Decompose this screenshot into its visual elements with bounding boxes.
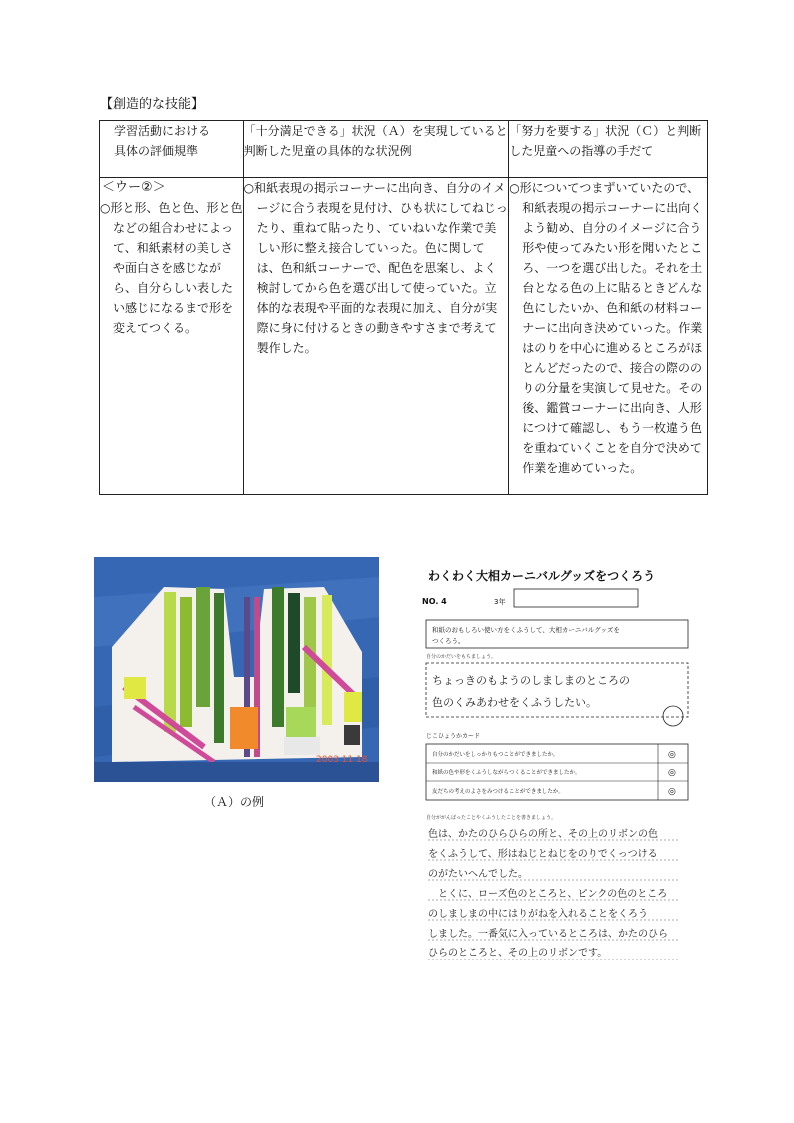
worksheet-grade: 3年 [494, 598, 506, 606]
table-header-row [100, 121, 708, 178]
needs-effort-text: ○形についてつまずいていたので、和紙表現の掲示コーナーに出向くよう勧め、自分のイメージに合う形や使ってみたい形を聞いたところ、一つを選び出した。それを土台となる色の上に貼るときどんな色にしたいか、色和紙の材料コーナーに出向き決めていった。作業はのりを中心に進めるところがほとんどだったので、接合の際ののりの分量を実演して見せた。その後、鑑賞コーナーに出向き、人形につけて確認し、もう一枚違う色を重ねていくことを自分で決めて作業を進めていった。 [509, 181, 703, 475]
cell-satisfactory [243, 178, 509, 495]
self-eval-item: 和紙の色や形をくふうしながらつくることができましたか。 [432, 770, 581, 776]
self-eval-mark: ◎ [668, 750, 676, 760]
cell-criteria [100, 178, 244, 495]
stamp-icon [663, 706, 683, 726]
self-eval-mark: ◎ [668, 768, 676, 778]
reflection-line: ひらのところと、その上のリボンです。 [428, 948, 608, 959]
header-criteria: 学習活動における 具体の評価規準 [100, 121, 244, 178]
reflection-line: のしましまの中にはりがねを入れることをくろう [428, 909, 648, 920]
goal-line-2: つくろう。 [432, 637, 465, 645]
self-eval-item: 友だちの考えのよさをみつけることができましたか。 [432, 789, 564, 795]
header-needs-effort: 「努力を要する」状況（Ｃ）と判断 した児童への指導の手だて [509, 121, 708, 178]
self-eval-mark: ◎ [668, 787, 676, 797]
self-eval-item: 自分のかだいをしっかりもつことができましたか。 [432, 752, 559, 758]
target-handwriting-2: 色のくみあわせをくふうしたい。 [432, 696, 597, 709]
reflection-line: とくに、ローズ色のところと、ピンクの色のところ [438, 889, 668, 900]
name-box [514, 589, 638, 607]
criterion-text: ○形と形、色と色、形と色などの組合わせによって、和紙素材の美しさや面白さを感じながら、自分らしい表したい感じになるまで形を変えてつくる。 [100, 201, 243, 335]
reflection-line: 色は、かたのひらひらの所と、その上のリボンの色 [428, 829, 658, 840]
student-worksheet [418, 560, 694, 960]
worksheet-title: わくわく大相カーニバルグッズをつくろう [428, 569, 656, 583]
evaluation-table [99, 120, 708, 495]
section-heading: 【創造的な技能】 [100, 97, 205, 112]
goal-box [426, 620, 688, 648]
satisfactory-text: ○和紙表現の掲示コーナーに出向き、自分のイメージに合う表現を見付け、ひも状にしてねじったり、重ねて貼ったり、ていねいな作業で美しい形に整え接合していった。色に関しては、色和紙コーナーで、配色を思案し、よく検討してから色を選び出して使っていた。立体的な表現や平面的な表現に加え、自分が実際に身に付けるときの動きやすさまで考えて製作した。 [243, 181, 508, 355]
table-row [100, 178, 708, 495]
cell-needs-effort [509, 178, 708, 495]
photo-caption: （Ａ）の例 [204, 795, 265, 809]
reflection-line: をくふうして、形はねじとねじをのりでくっつける [428, 849, 658, 860]
date-stamp: 2003 11 18 [316, 755, 368, 765]
reflection-label: 自分ががんばったことやくふうしたことを書きましょう。 [426, 815, 557, 821]
worksheet-number: NO. 4 [422, 597, 447, 606]
vest-photo [94, 557, 379, 782]
target-handwriting-1: ちょっきのもようのしましまのところの [432, 674, 630, 687]
reflection-line: のがたいへんでした。 [428, 869, 528, 880]
self-eval-label: じこひょうかカード [426, 733, 481, 740]
goal-line-1: 和紙のおもしろい使い方をくふうして、大相カーニバルグッズを [432, 626, 620, 634]
header-satisfactory: 「十分満足できる」状況（Ａ）を実現していると 判断した児童の具体的な状況例 [243, 121, 509, 178]
reflection-line: しました。一番気に入っているところは、かたのひら [428, 929, 668, 940]
criterion-label: ＜ウー②＞ [102, 180, 166, 195]
target-label: 自分のかだいをもちましょう。 [426, 654, 497, 660]
